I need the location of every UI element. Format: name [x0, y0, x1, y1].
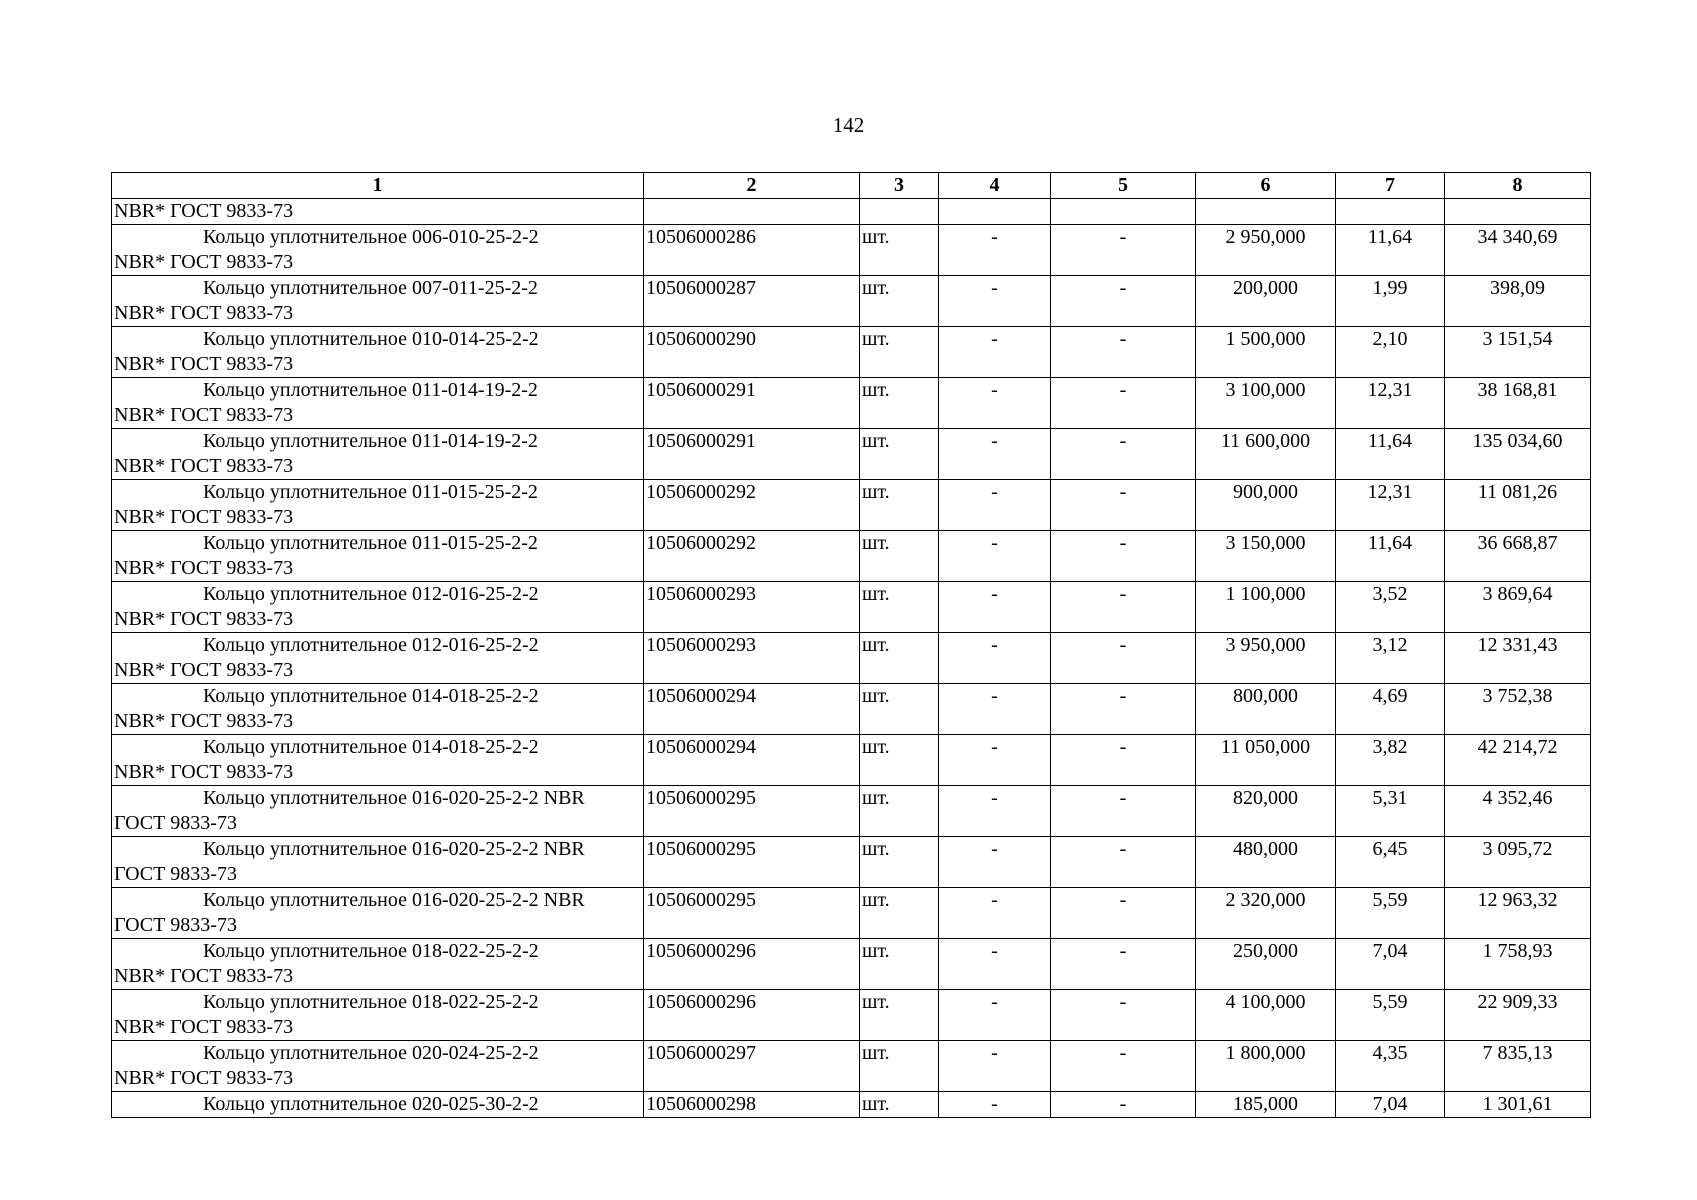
item-name-line-1: Кольцо уплотнительное 011-015-25-2-2 [203, 532, 538, 554]
item-unit: шт. [860, 888, 939, 939]
item-unit: шт. [860, 939, 939, 990]
item-code: 10506000291 [644, 378, 860, 429]
item-sum: 7 835,13 [1445, 1041, 1591, 1092]
table-row [112, 735, 1591, 786]
item-name-line-1: Кольцо уплотнительное 011-014-19-2-2 [203, 379, 538, 401]
empty-cell [939, 199, 1051, 225]
item-sum: 4 352,46 [1445, 786, 1591, 837]
item-name [112, 378, 644, 429]
item-quantity: 1 500,000 [1196, 327, 1336, 378]
item-name [112, 1092, 644, 1118]
item-name-line-1: Кольцо уплотнительное 016-020-25-2-2 NBR [203, 889, 585, 911]
item-col-4: - [939, 939, 1051, 990]
item-price: 11,64 [1336, 429, 1445, 480]
item-col-5: - [1051, 582, 1196, 633]
item-col-5: - [1051, 684, 1196, 735]
item-name-line-1: Кольцо уплотнительное 016-020-25-2-2 NBR [203, 787, 585, 809]
item-quantity: 200,000 [1196, 276, 1336, 327]
item-quantity: 1 100,000 [1196, 582, 1336, 633]
item-col-5: - [1051, 735, 1196, 786]
item-price: 7,04 [1336, 939, 1445, 990]
item-unit: шт. [860, 225, 939, 276]
item-code: 10506000292 [644, 531, 860, 582]
item-col-4: - [939, 735, 1051, 786]
item-name-line-1: Кольцо уплотнительное 016-020-25-2-2 NBR [203, 838, 585, 860]
item-price: 4,69 [1336, 684, 1445, 735]
item-sum: 22 909,33 [1445, 990, 1591, 1041]
item-name-line-2: NBR* ГОСТ 9833-73 [114, 608, 294, 630]
item-name [112, 939, 644, 990]
table-row [112, 480, 1591, 531]
item-col-4: - [939, 1092, 1051, 1118]
item-sum: 12 331,43 [1445, 633, 1591, 684]
item-code: 10506000294 [644, 735, 860, 786]
item-unit: шт. [860, 684, 939, 735]
item-quantity: 1 800,000 [1196, 1041, 1336, 1092]
item-code: 10506000298 [644, 1092, 860, 1118]
item-unit: шт. [860, 531, 939, 582]
item-col-5: - [1051, 429, 1196, 480]
item-col-5: - [1051, 531, 1196, 582]
item-name-line-1: Кольцо уплотнительное 011-015-25-2-2 [203, 481, 538, 503]
item-quantity: 11 050,000 [1196, 735, 1336, 786]
empty-cell [1336, 199, 1445, 225]
item-price: 1,99 [1336, 276, 1445, 327]
item-quantity: 2 320,000 [1196, 888, 1336, 939]
item-price: 12,31 [1336, 480, 1445, 531]
item-col-4: - [939, 633, 1051, 684]
item-name-line-2: NBR* ГОСТ 9833-73 [114, 455, 294, 477]
item-name [112, 990, 644, 1041]
page-number: 142 [832, 113, 865, 137]
item-quantity: 11 600,000 [1196, 429, 1336, 480]
col-header-8: 8 [1445, 173, 1591, 199]
item-name-line-1: Кольцо уплотнительное 018-022-25-2-2 [203, 991, 539, 1013]
item-code: 10506000296 [644, 939, 860, 990]
item-unit: шт. [860, 582, 939, 633]
item-code: 10506000287 [644, 276, 860, 327]
item-name-line-2: NBR* ГОСТ 9833-73 [114, 1016, 294, 1038]
item-name-line-2: NBR* ГОСТ 9833-73 [114, 302, 294, 324]
item-col-5: - [1051, 888, 1196, 939]
item-col-4: - [939, 276, 1051, 327]
item-sum: 38 168,81 [1445, 378, 1591, 429]
item-quantity: 3 100,000 [1196, 378, 1336, 429]
table-row [112, 199, 1591, 225]
col-header-5: 5 [1051, 173, 1196, 199]
item-code: 10506000293 [644, 582, 860, 633]
col-header-2: 2 [644, 173, 860, 199]
empty-cell [1196, 199, 1336, 225]
item-name-line-2: NBR* ГОСТ 9833-73 [114, 404, 294, 426]
table-row [112, 378, 1591, 429]
item-quantity: 2 950,000 [1196, 225, 1336, 276]
item-unit: шт. [860, 735, 939, 786]
item-name-line-1: Кольцо уплотнительное 020-025-30-2-2 [203, 1093, 539, 1115]
item-code: 10506000286 [644, 225, 860, 276]
item-quantity: 820,000 [1196, 786, 1336, 837]
item-name-line-2: ГОСТ 9833-73 [114, 914, 237, 936]
item-unit: шт. [860, 1041, 939, 1092]
item-name-line-1: Кольцо уплотнительное 018-022-25-2-2 [203, 940, 539, 962]
item-col-4: - [939, 837, 1051, 888]
item-name-line-2: NBR* ГОСТ 9833-73 [114, 557, 294, 579]
item-quantity: 250,000 [1196, 939, 1336, 990]
item-name-line-1: Кольцо уплотнительное 006-010-25-2-2 [203, 226, 539, 248]
item-unit: шт. [860, 990, 939, 1041]
table-row [112, 327, 1591, 378]
table-row [112, 837, 1591, 888]
item-price: 2,10 [1336, 327, 1445, 378]
item-price: 11,64 [1336, 225, 1445, 276]
item-unit: шт. [860, 837, 939, 888]
table-row [112, 786, 1591, 837]
item-col-4: - [939, 531, 1051, 582]
item-code: 10506000295 [644, 888, 860, 939]
item-col-4: - [939, 990, 1051, 1041]
table-row [112, 633, 1591, 684]
item-col-5: - [1051, 990, 1196, 1041]
item-sum: 3 869,64 [1445, 582, 1591, 633]
item-price: 11,64 [1336, 531, 1445, 582]
item-name [112, 531, 644, 582]
item-sum: 398,09 [1445, 276, 1591, 327]
item-code: 10506000295 [644, 837, 860, 888]
item-name [112, 888, 644, 939]
item-col-5: - [1051, 786, 1196, 837]
table-row [112, 429, 1591, 480]
item-quantity: 480,000 [1196, 837, 1336, 888]
item-price: 6,45 [1336, 837, 1445, 888]
item-name [112, 327, 644, 378]
item-name-line-1: Кольцо уплотнительное 011-014-19-2-2 [203, 430, 538, 452]
table-row [112, 225, 1591, 276]
item-name [112, 633, 644, 684]
item-unit: шт. [860, 276, 939, 327]
item-price: 3,82 [1336, 735, 1445, 786]
col-header-7: 7 [1336, 173, 1445, 199]
item-sum: 3 095,72 [1445, 837, 1591, 888]
table-row [112, 939, 1591, 990]
item-col-5: - [1051, 276, 1196, 327]
item-col-4: - [939, 1041, 1051, 1092]
item-col-5: - [1051, 327, 1196, 378]
item-name-line-2: NBR* ГОСТ 9833-73 [114, 1067, 294, 1089]
materials-table [111, 172, 1591, 1118]
item-price: 3,12 [1336, 633, 1445, 684]
item-name-line-2: NBR* ГОСТ 9833-73 [114, 710, 294, 732]
table-row [112, 276, 1591, 327]
item-col-5: - [1051, 225, 1196, 276]
item-sum: 11 081,26 [1445, 480, 1591, 531]
item-name-line-2: NBR* ГОСТ 9833-73 [114, 506, 294, 528]
item-unit: шт. [860, 1092, 939, 1118]
item-name [112, 276, 644, 327]
item-sum: 135 034,60 [1445, 429, 1591, 480]
item-name-line-2: NBR* ГОСТ 9833-73 [114, 353, 294, 375]
item-unit: шт. [860, 378, 939, 429]
item-name-line-1: Кольцо уплотнительное 012-016-25-2-2 [203, 634, 539, 656]
item-name [112, 480, 644, 531]
item-unit: шт. [860, 429, 939, 480]
item-sum: 3 752,38 [1445, 684, 1591, 735]
item-price: 5,59 [1336, 990, 1445, 1041]
item-name [112, 582, 644, 633]
item-name-line-1: Кольцо уплотнительное 010-014-25-2-2 [203, 328, 539, 350]
table-row [112, 531, 1591, 582]
item-quantity: 4 100,000 [1196, 990, 1336, 1041]
col-header-3: 3 [860, 173, 939, 199]
item-quantity: 800,000 [1196, 684, 1336, 735]
table-row [112, 1041, 1591, 1092]
table-row [112, 990, 1591, 1041]
item-price: 3,52 [1336, 582, 1445, 633]
item-col-4: - [939, 684, 1051, 735]
item-col-5: - [1051, 378, 1196, 429]
empty-cell [644, 199, 860, 225]
empty-cell [860, 199, 939, 225]
item-name-line-2: NBR* ГОСТ 9833-73 [114, 659, 294, 681]
item-unit: шт. [860, 786, 939, 837]
item-quantity: 900,000 [1196, 480, 1336, 531]
col-header-4: 4 [939, 173, 1051, 199]
item-sum: 42 214,72 [1445, 735, 1591, 786]
header-row [112, 173, 1591, 199]
item-sum: 36 668,87 [1445, 531, 1591, 582]
item-price: 4,35 [1336, 1041, 1445, 1092]
empty-cell [1051, 199, 1196, 225]
item-sum: 34 340,69 [1445, 225, 1591, 276]
table-row [112, 1092, 1591, 1118]
item-sum: 1 758,93 [1445, 939, 1591, 990]
item-code: 10506000296 [644, 990, 860, 1041]
item-col-5: - [1051, 633, 1196, 684]
item-col-4: - [939, 786, 1051, 837]
item-price: 5,59 [1336, 888, 1445, 939]
table-row [112, 888, 1591, 939]
item-name [112, 225, 644, 276]
item-name-line-1: Кольцо уплотнительное 007-011-25-2-2 [203, 277, 538, 299]
item-name [112, 786, 644, 837]
item-name [112, 429, 644, 480]
empty-cell [1445, 199, 1591, 225]
col-header-6: 6 [1196, 173, 1336, 199]
item-code: 10506000292 [644, 480, 860, 531]
item-unit: шт. [860, 480, 939, 531]
item-code: 10506000293 [644, 633, 860, 684]
item-name-line-2: NBR* ГОСТ 9833-73 [114, 761, 294, 783]
item-col-4: - [939, 480, 1051, 531]
item-col-4: - [939, 225, 1051, 276]
item-name [112, 735, 644, 786]
item-name [112, 1041, 644, 1092]
item-sum: 12 963,32 [1445, 888, 1591, 939]
item-code: 10506000295 [644, 786, 860, 837]
item-col-5: - [1051, 939, 1196, 990]
item-name-line-2: ГОСТ 9833-73 [114, 812, 237, 834]
item-name-line-2: ГОСТ 9833-73 [114, 863, 237, 885]
item-name-continued: NBR* ГОСТ 9833-73 [112, 199, 644, 225]
col-header-1: 1 [112, 173, 644, 199]
item-name-line-1: Кольцо уплотнительное 020-024-25-2-2 [203, 1042, 539, 1064]
item-col-4: - [939, 582, 1051, 633]
item-price: 7,04 [1336, 1092, 1445, 1118]
item-unit: шт. [860, 327, 939, 378]
item-name-line-2: NBR* ГОСТ 9833-73 [114, 965, 294, 987]
item-col-5: - [1051, 837, 1196, 888]
item-name-line-2: NBR* ГОСТ 9833-73 [114, 251, 294, 273]
item-name [112, 684, 644, 735]
item-quantity: 3 150,000 [1196, 531, 1336, 582]
item-name-line-1: Кольцо уплотнительное 014-018-25-2-2 [203, 685, 539, 707]
item-code: 10506000294 [644, 684, 860, 735]
item-price: 12,31 [1336, 378, 1445, 429]
item-price: 5,31 [1336, 786, 1445, 837]
item-col-4: - [939, 429, 1051, 480]
item-code: 10506000291 [644, 429, 860, 480]
table-row [112, 684, 1591, 735]
item-sum: 3 151,54 [1445, 327, 1591, 378]
item-quantity: 3 950,000 [1196, 633, 1336, 684]
item-name-line-1: Кольцо уплотнительное 014-018-25-2-2 [203, 736, 539, 758]
item-col-5: - [1051, 1041, 1196, 1092]
item-name [112, 837, 644, 888]
item-col-4: - [939, 327, 1051, 378]
item-col-5: - [1051, 480, 1196, 531]
item-col-4: - [939, 378, 1051, 429]
item-col-4: - [939, 888, 1051, 939]
item-quantity: 185,000 [1196, 1092, 1336, 1118]
item-unit: шт. [860, 633, 939, 684]
item-code: 10506000290 [644, 327, 860, 378]
item-sum: 1 301,61 [1445, 1092, 1591, 1118]
table-row [112, 582, 1591, 633]
item-name-line-1: Кольцо уплотнительное 012-016-25-2-2 [203, 583, 539, 605]
item-code: 10506000297 [644, 1041, 860, 1092]
item-col-5: - [1051, 1092, 1196, 1118]
